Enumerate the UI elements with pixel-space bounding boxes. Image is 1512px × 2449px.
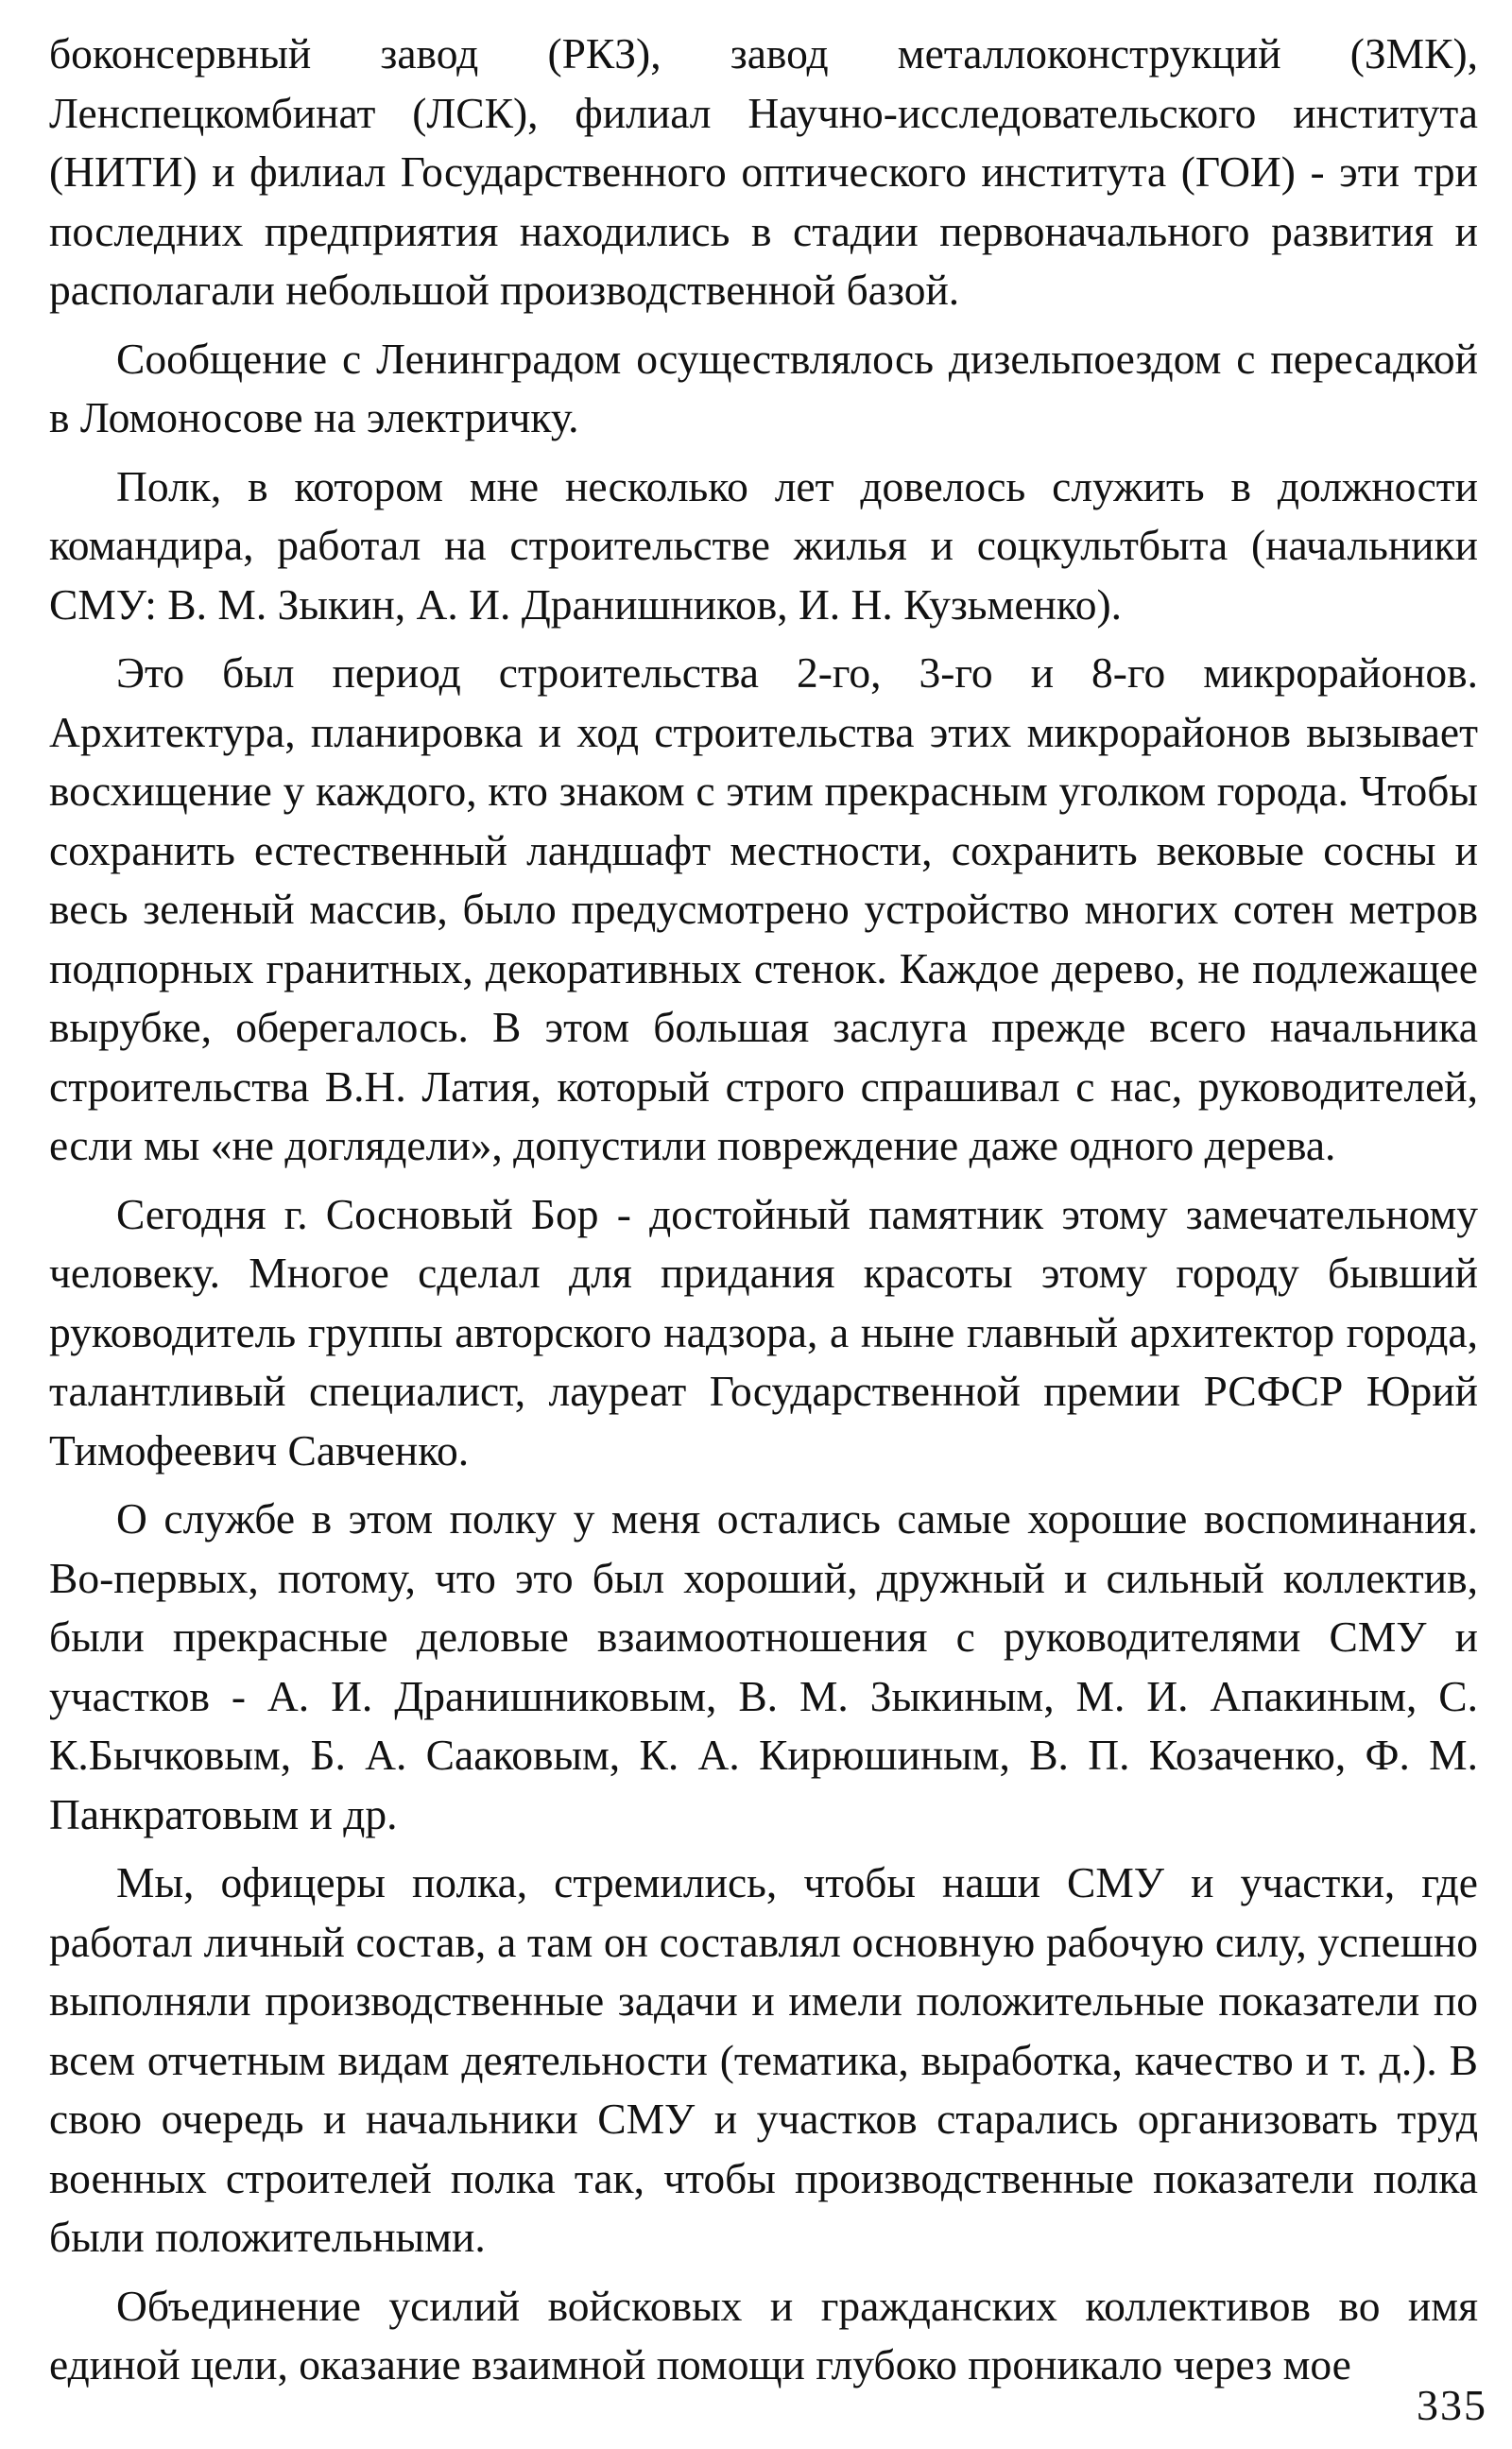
paragraph-4: Это был период строительства 2-го, 3-го и 8-го микрорайонов. Архитектура, планировка и ход строительства этих микрорайонов вызывает восхищение у каждого, кто знаком с этим прекрасным уголком города. Чтобы сохранить естественный ландшафт местности, сохранить вековые сосны и весь зеленый массив, было предусмотрено устройство многих сотен метров подпорных гранитных, декоративных стенок. Каждое дерево, не подлежащее вырубке, оберегалось. В этом большая заслуга прежде всего начальника строительства В.Н. Латия, который строго спрашивал с нас, руководителей, если мы «не доглядели», допустили повреждение даже одного дерева. bbox=[49, 648, 1478, 1169]
paragraph-2: Сообщение с Ленинградом осуществлялось дизельпоездом с пересадкой в Ломоносове на электричку. bbox=[49, 334, 1478, 441]
paragraph-6: О службе в этом полку у меня остались самые хорошие воспоминания. Во-первых, потому, что это был хороший, дружный и сильный коллектив, были прекрасные деловые взаимоотношения с руководителями СМУ и участков - А. И. Дранишниковым, В. М. Зыкиным, М. И. Апакиным, С. К.Бычковым, Б. А. Сааковым, К. А. Кирюшиным, В. П. Козаченко, Ф. М. Панкратовым и др. bbox=[49, 1494, 1478, 1838]
paragraph-1: боконсервный завод (РКЗ), завод металлоконструкций (ЗМК), Ленспецкомбинат (ЛСК), филиал Научно-исследовательского института (НИТИ) и филиал Государственного оптического института (ГОИ) - эти три последних предприятия находились в стадии первоначального развития и располагали небольшой производственной базой. bbox=[49, 29, 1478, 314]
paragraph-8: Объединение усилий войсковых и гражданских коллективов во имя единой цели, оказание взаимной помощи глубоко проникало через мое bbox=[49, 2281, 1478, 2389]
paragraph-7: Мы, офицеры полка, стремились, чтобы наши СМУ и участки, где работал личный состав, а там он составлял основную рабочую силу, успешно выполняли производственные задачи и имели положительные показатели по всем отчетным видам деятельности (тематика, выработка, качество и т. д.). В свою очередь и начальники СМУ и участков старались организовать труд военных строителей полка так, чтобы производственные показатели полка были положительными. bbox=[49, 1858, 1478, 2261]
paragraph-3: Полк, в котором мне несколько лет довелось служить в должности командира, работал на строительстве жилья и соцкультбыта (начальники СМУ: В. М. Зыкин, А. И. Дранишников, И. Н. Кузьменко). bbox=[49, 461, 1478, 629]
book-page bbox=[49, 25, 1478, 2425]
page-number: 335 bbox=[1417, 2381, 1487, 2429]
paragraph-5: Сегодня г. Сосновый Бор - достойный памятник этому замечательному человеку. Многое сделал для придания красоты этому городу бывший руководитель группы авторского надзора, а ныне главный архитектор города, талантливый специалист, лауреат Государственной премии РСФСР Юрий Тимофеевич Савченко. bbox=[49, 1189, 1478, 1475]
